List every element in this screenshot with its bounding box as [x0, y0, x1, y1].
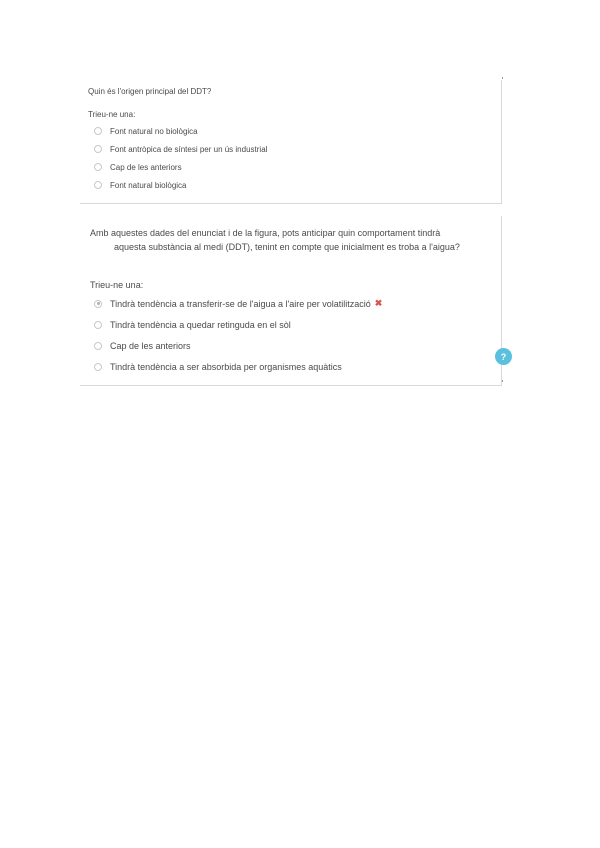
answer-option[interactable] [94, 176, 267, 194]
answer-option-label: Font natural no biològica [110, 126, 198, 136]
radio-button[interactable] [94, 181, 102, 189]
question-2-text [90, 226, 500, 254]
answer-option-label: Cap de les anteriors [110, 162, 182, 172]
scroll-marker [502, 77, 503, 79]
question-2-prompt: Trieu-ne una: [90, 280, 144, 290]
question-card-2 [80, 216, 502, 386]
radio-button-checked[interactable] [94, 300, 102, 308]
answer-option[interactable] [94, 314, 382, 335]
answer-option[interactable] [94, 158, 267, 176]
question-1-options [94, 122, 267, 194]
answer-option-label: Tindrà tendència a quedar retinguda en el sòl [110, 319, 291, 330]
radio-button[interactable] [94, 363, 102, 371]
radio-button[interactable] [94, 163, 102, 171]
question-2-options [94, 293, 382, 377]
question-2-text-line-2: aquesta substància al medi (DDT), tenint en compte que inicialment es troba a l'aigua? [114, 242, 460, 252]
answer-option-label: Font natural biològica [110, 180, 187, 190]
answer-option[interactable] [94, 356, 382, 377]
question-1-prompt: Trieu-ne una: [88, 110, 136, 119]
answer-option-label: Cap de les anteriors [110, 340, 191, 351]
answer-option-selected[interactable] [94, 293, 382, 314]
incorrect-icon: ✖ [374, 298, 383, 308]
radio-button[interactable] [94, 127, 102, 135]
answer-option[interactable] [94, 335, 382, 356]
answer-option[interactable] [94, 122, 267, 140]
answer-option-label: Tindrà tendència a ser absorbida per organismes aquàtics [110, 361, 342, 372]
radio-button[interactable] [94, 342, 102, 350]
question-1-text: Quin és l'origen principal del DDT? [88, 87, 212, 96]
answer-option[interactable] [94, 140, 267, 158]
question-2-text-line-1: Amb aquestes dades del enunciat i de la figura, pots anticipar quin comportament tindrà [90, 228, 441, 238]
answer-option-label: Font antròpica de síntesi per un ús industrial [110, 144, 268, 154]
answer-option-label: Tindrà tendència a transferir-se de l'aigua a l'aire per volatilització [110, 298, 371, 309]
help-icon[interactable]: ? [495, 348, 512, 365]
question-card-1 [80, 80, 502, 204]
scroll-marker [502, 380, 503, 382]
radio-button[interactable] [94, 145, 102, 153]
radio-button[interactable] [94, 321, 102, 329]
